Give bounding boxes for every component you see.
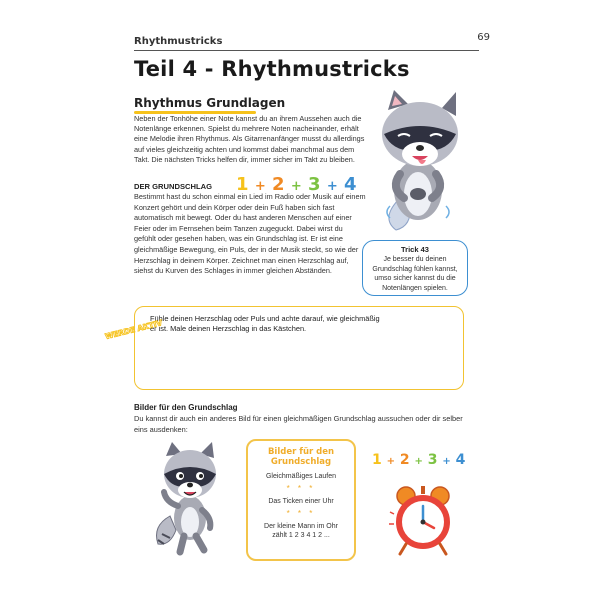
count-b-plus-1: + (386, 456, 396, 467)
count-b3: 3 (427, 452, 438, 468)
count-3: 3 (308, 174, 321, 195)
count-1: 1 (236, 174, 249, 195)
count-b2: 2 (399, 452, 410, 468)
card-item-2: Das Ticken einer Uhr (268, 498, 334, 505)
grundschlag-paragraph (134, 192, 366, 277)
card-item-3: Der kleine Mann im Ohr zählt 1 2 3 4 1 2 ... (264, 523, 338, 539)
count-2: 2 (272, 174, 285, 195)
bilder-title: Bilder für den Grundschlag (134, 403, 238, 412)
grundschlag-ideas-card (246, 439, 356, 561)
count-plus-2: + (290, 179, 302, 194)
trick-title: Trick 43 (401, 245, 429, 254)
card-title: Bilder für den Grundschlag (267, 447, 335, 467)
grundschlag-title: DER GRUNDSCHLAG (134, 182, 213, 191)
count-4: 4 (344, 174, 357, 195)
header-rule (134, 50, 479, 51)
werde-aktiv-stamp (104, 318, 164, 350)
grundschlag-text: Bestimmt hast du schon einmal ein Lied im Radio oder Musik auf einem Konzert gehört und dein Körper oder dein Fuß haben sich fast automatisch mit bewegt. Oder du hast anderen Menschen auf einer Feier oder im Fernsehen beim Tanzen zugeguckt. Dabei wirst du gefühlt oder gesehen haben, was ein Grundschlag ist. Er ist eine gleichmäßige Bewegung, ein Puls, der in der Musik steckt, so wie der Herzschlag in deinem Körper. Zeichnet man einen Herzschlag auf, siehst du Kurven des Schlages in immer gleichen Abständen. (134, 192, 366, 276)
trick-text: Je besser du deinen Grundschlag fühlen kannst, umso sicher kannst du die Notenlängen spielen. (372, 256, 458, 292)
counting-numbers-bottom (372, 452, 465, 468)
alarm-clock-illustration (392, 484, 454, 556)
trick-bubble (362, 240, 468, 296)
header-title: Rhythmustricks (134, 36, 223, 47)
section-title: Rhythmus Grundlagen (134, 96, 286, 110)
count-b-plus-2: + (414, 456, 423, 467)
activity-instruction: Fühle deinen Herzschlag oder Puls und achte darauf, wie gleichmäßig er ist. Male deinen Herzschlag in das Kästchen. (150, 314, 380, 334)
intro-paragraph: Neben der Tonhöhe einer Note kannst du an ihrem Aussehen auch die Notenlänge erkennen. Spielst du mehrere Noten nacheinander, erhält eine Melodie ihren Rhythmus. Als Gitarrenanfänger musst du allerdings auf vieles gleichzeitig achten und kommst dabei manchmal aus dem Takt. Die nächsten Tricks helfen dir, immer sicher im Takt zu bleiben. (134, 114, 365, 164)
page-header (118, 32, 490, 50)
count-plus-1: + (254, 179, 266, 194)
counting-numbers-top (236, 174, 357, 195)
card-item-1: Gleichmäßiges Laufen (265, 473, 337, 480)
count-b-plus-3: + (442, 456, 451, 467)
page-number: 69 (477, 32, 490, 43)
count-plus-3: + (326, 179, 338, 194)
card-stars-1: * * * (286, 484, 316, 493)
stamp-label: WERDE AKTIV (104, 318, 164, 342)
raccoon-clapping-illustration (360, 88, 472, 234)
chapter-title: Teil 4 - Rhythmustricks (134, 57, 410, 81)
count-b1: 1 (372, 452, 382, 468)
count-b4: 4 (455, 452, 466, 468)
card-stars-2: * * * (286, 509, 316, 518)
bilder-paragraph: Du kannst dir auch ein anderes Bild für einen gleichmäßigen Grundschlag aussuchen oder dir selber eins ausdenken: (134, 414, 463, 434)
raccoon-walking-illustration (150, 440, 230, 556)
